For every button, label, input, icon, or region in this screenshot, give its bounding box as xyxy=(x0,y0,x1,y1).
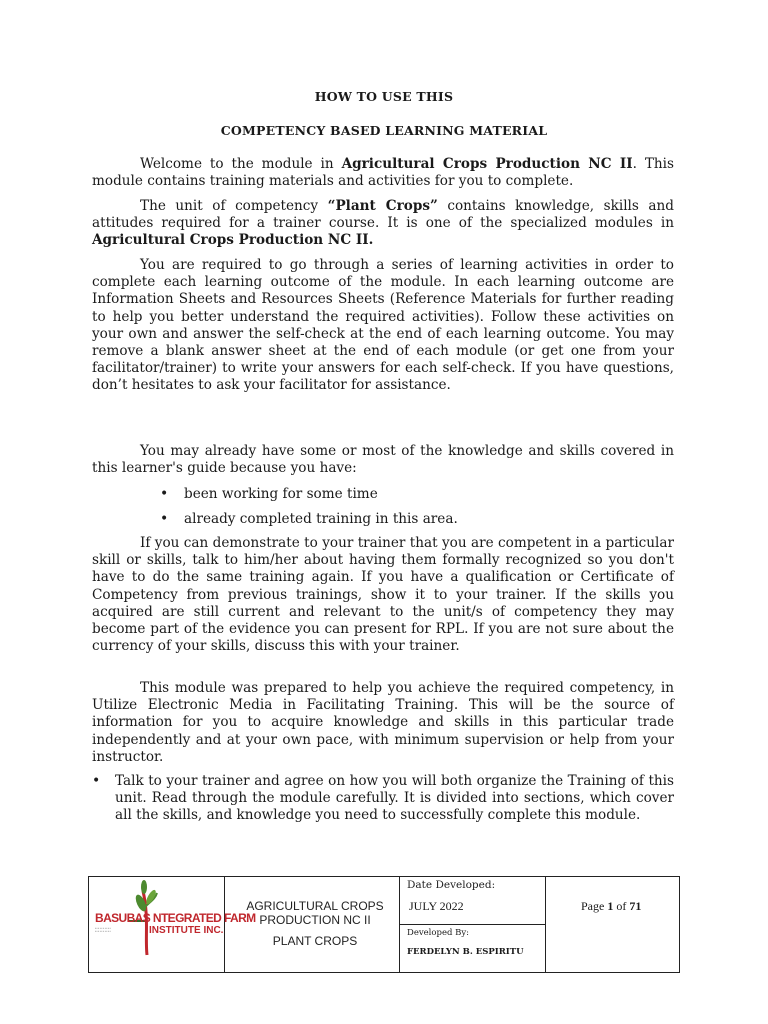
developer-name: FERDELYN B. ESPIRITU xyxy=(407,947,524,957)
list-item: • already completed training in this area. xyxy=(160,511,680,528)
paragraph-module: This module was prepared to help you achieve the required competency, in Utilize Electronic Media in Facilitating Training. This will be the source of information for you to acquire knowledge and skills in this particular trade independently and at your own pace, with minimum supervision or help from your instructor. xyxy=(92,680,674,765)
unit-name: PLANT CROPS xyxy=(272,934,358,948)
logo-line-2: INSTITUTE INC. xyxy=(149,925,224,936)
institute-logo xyxy=(89,877,256,972)
qualification-line-1: AGRICULTURAL CROPS xyxy=(246,899,384,913)
list-item: • Talk to your trainer and agree on how you will both organize the Training of this unit. Read through the module carefully. It is divided into sections, which cover all the skills, and knowledge you need to successfully complete this module. xyxy=(92,773,674,825)
developed-by-label: Developed By: xyxy=(407,928,470,938)
date-developed-value: JULY 2022 xyxy=(409,899,464,913)
paragraph-activities: You are required to go through a series of learning activities in order to complete each learning outcome of the module. In each learning outcome are Information Sheets and Resources Sheets (Reference Materials for further reading to help you better understand the required activities). Follow these activities on your own and answer the self-check at the end of each learning outcome. You may remove a blank answer sheet at the end of each module (or get one from your facilitator/trainer) to write your answers for each self-check. If you have questions, don’t hesitates to ask your facilitator for assistance. xyxy=(92,257,674,394)
date-developed-label: Date Developed: xyxy=(407,879,496,891)
doc-heading-1: HOW TO USE THIS xyxy=(314,89,454,104)
footer-table xyxy=(88,876,680,973)
bullet-list-trainer xyxy=(92,773,674,825)
list-item: • been working for some time xyxy=(160,486,680,503)
bullet-list xyxy=(160,486,680,536)
paragraph-welcome: Welcome to the module in Agricultural Crops Production NC II. This module contains training materials and activities for you to complete. xyxy=(92,156,675,190)
logo-line-1: BASUBAS NTEGRATED FARM xyxy=(95,911,256,925)
doc-heading-2: COMPETENCY BASED LEARNING MATERIAL xyxy=(220,123,548,138)
paragraph-knowledge: You may already have some or most of the knowledge and skills covered in this learner's guide because you have: xyxy=(92,443,674,477)
qualification-line-2: PRODUCTION NC II xyxy=(259,913,371,927)
paragraph-rpl: If you can demonstrate to your trainer that you are competent in a particular skill or skills, talk to him/her about having them formally recognized so you don't have to do the same training again. If you have a qualification or Certificate of Competency from previous trainings, show it to your trainer. If the skills you acquired are still current and relevant to the unit/s of competency they may become part of the evidence you can present for RPL. If you are not sure about the currency of your skills, discuss this with your trainer. xyxy=(92,535,674,655)
paragraph-unit: The unit of competency “Plant Crops” contains knowledge, skills and attitudes required for a trainer course. It is one of the specialized modules in Agricultural Crops Production NC II. xyxy=(92,198,674,249)
page-number: Page 1 of 71 xyxy=(581,899,642,913)
logo-fineprint: ▪ ▪ ▪ ▪ ▪ ▪ ▪ ▪ ▪ ▪ ▪ ▪ ▪ ▪ ▪ ▪ ▪ ▪ ▪ ▪ xyxy=(95,927,111,933)
